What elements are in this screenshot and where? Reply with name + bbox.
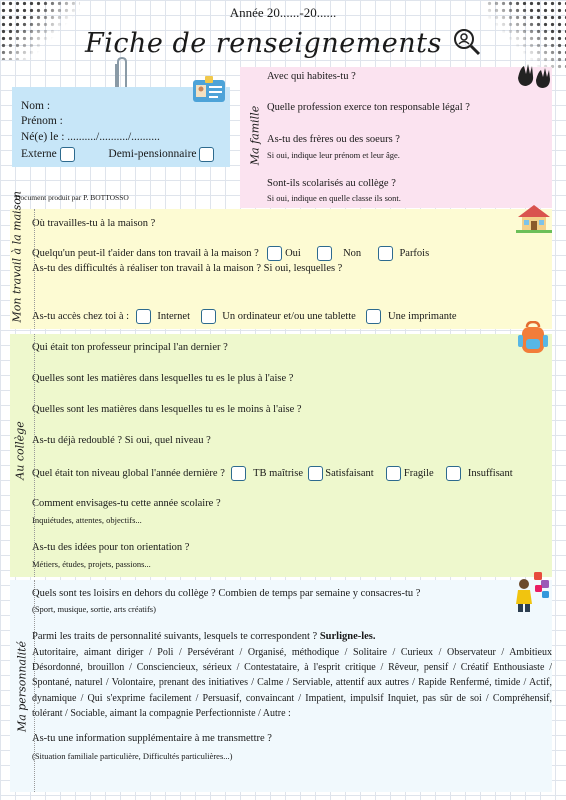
aide-non-label: Non xyxy=(343,247,362,259)
perso-n1: (Sport, musique, sortie, arts créatifs) xyxy=(32,604,156,614)
nom-field[interactable]: Nom : xyxy=(21,100,51,112)
school-year: Année 20......-20...... xyxy=(229,5,337,20)
house-icon xyxy=(516,203,552,233)
traits-list: Autoritaire, aimant diriger / Poli / Persévérant / Organisé, méthodique / Solitaire / Curieux / Observateur / Ambitieux Désordonné, brouillon / Consciencieux, sérieux / Contestataire, à l'esprit critique / Rêveur, pensif / Créatif Enthousiaste / Spontané, naturel / Volontaire, prenant des initiatives / Calme / Serviable, attentif aux autres / Rapide Renfermé, timide / Actif, dynamique / Qui s'exprime facilement / Persuasif, convaincant / Impatient, impulsif Inquiet, pas sûr de soi / Compréhensif, tolérant / Sociable, aimant la compagnie Perfectionniste / Autre : xyxy=(32,647,552,719)
externe-label: Externe xyxy=(21,148,57,161)
birthdate-field[interactable]: Né(e) le : ........../........../.......... xyxy=(21,131,160,143)
maison-q4: As-tu accès chez toi à : xyxy=(32,310,130,322)
perso-q2: Parmi les traits de personnalité suivants, lesquels te correspondent ? xyxy=(32,631,318,642)
niveau-fragile-label: Fragile xyxy=(403,467,434,479)
acces-ordinateur-label: Un ordinateur et/ou une tablette xyxy=(222,310,356,322)
maison-q3: As-tu des difficultés à réaliser ton travail à la maison ? Si oui, lesquelles ? xyxy=(32,263,343,274)
perso-q2-instruction: Surligne-les. xyxy=(319,631,376,642)
magnifier-icon xyxy=(451,26,481,56)
section-maison-label: Mon travail à la maison xyxy=(10,191,24,323)
section-personnalite xyxy=(10,580,552,792)
famille-q2: Quelle profession exerce ton responsable légal ? xyxy=(267,102,470,113)
aide-oui-label: Oui xyxy=(285,247,301,259)
college-q2: Quelles sont les matières dans lesquelles tu es le plus à l'aise ? xyxy=(32,373,294,384)
section-college xyxy=(10,334,552,577)
hands-icon xyxy=(514,60,554,90)
section-famille xyxy=(240,67,552,208)
niveau-insuffisant-label: Insuffisant xyxy=(467,467,513,479)
college-q5-row xyxy=(32,466,513,481)
perso-n3: (Situation familiale particulière, Difficultés particulières...) xyxy=(32,751,233,761)
college-q7: As-tu des idées pour ton orientation ? xyxy=(32,542,190,553)
perso-q2-row xyxy=(32,631,376,642)
aide-parfois-label: Parfois xyxy=(399,247,430,259)
puzzle-person-icon xyxy=(510,570,550,614)
demi-label: Demi-pensionnaire xyxy=(108,148,197,161)
regime-options xyxy=(21,147,214,162)
acces-ordinateur-checkbox[interactable] xyxy=(201,309,216,324)
niveau-satisfaisant-checkbox[interactable] xyxy=(308,466,323,481)
college-q1: Qui était ton professeur principal l'an dernier ? xyxy=(32,342,228,353)
maison-q2: Quelqu'un peut-il t'aider dans ton travail à la maison ? xyxy=(32,247,259,259)
externe-checkbox[interactable] xyxy=(60,147,75,162)
maison-q1: Où travailles-tu à la maison ? xyxy=(32,218,156,229)
niveau-insuffisant-checkbox[interactable] xyxy=(446,466,461,481)
page-title xyxy=(0,26,566,59)
famille-q1: Avec qui habites-tu ? xyxy=(267,71,356,82)
perso-q3: As-tu une information supplémentaire à me transmettre ? xyxy=(32,733,272,744)
college-q5: Quel était ton niveau global l'année dernière ? xyxy=(32,467,225,479)
id-badge-icon xyxy=(192,75,226,103)
section-college-label: Au collège xyxy=(13,421,27,480)
niveau-satisfaisant-label: Satisfaisant xyxy=(325,467,374,479)
document-credit: Document produit par P. BOTTOSSO xyxy=(15,193,129,202)
acces-internet-checkbox[interactable] xyxy=(136,309,151,324)
college-q3: Quelles sont les matières dans lesquelles tu es le moins à l'aise ? xyxy=(32,404,302,415)
college-n6: Inquiétudes, attentes, objectifs... xyxy=(32,515,142,525)
maison-q2-row xyxy=(32,246,429,261)
famille-n3: Si oui, indique leur prénom et leur âge. xyxy=(267,150,400,160)
famille-n4: Si oui, indique en quelle classe ils sont. xyxy=(267,193,401,203)
college-q6: Comment envisages-tu cette année scolaire ? xyxy=(32,498,221,509)
section-personnalite-label: Ma personnalité xyxy=(15,640,29,733)
acces-imprimante-checkbox[interactable] xyxy=(366,309,381,324)
page-title-text: Fiche de renseignements xyxy=(85,28,442,59)
acces-imprimante-label: Une imprimante xyxy=(388,310,457,322)
college-n7: Métiers, études, projets, passions... xyxy=(32,559,151,569)
acces-internet-label: Internet xyxy=(157,310,190,322)
demi-checkbox[interactable] xyxy=(199,147,214,162)
maison-q4-row xyxy=(32,309,457,324)
aide-oui-checkbox[interactable] xyxy=(267,246,282,261)
backpack-icon xyxy=(516,321,550,355)
niveau-fragile-checkbox[interactable] xyxy=(386,466,401,481)
niveau-tb-label: TB maîtrise xyxy=(253,467,303,479)
famille-q4: Sont-ils scolarisés au collège ? xyxy=(267,178,396,189)
aide-non-checkbox[interactable] xyxy=(317,246,332,261)
famille-q3: As-tu des frères ou des soeurs ? xyxy=(267,134,400,145)
niveau-tb-checkbox[interactable] xyxy=(231,466,246,481)
aide-parfois-checkbox[interactable] xyxy=(378,246,393,261)
section-famille-label: Ma famille xyxy=(248,105,262,166)
perso-q1: Quels sont tes loisirs en dehors du collège ? Combien de temps par semaine y consacres-tu ? xyxy=(32,588,421,599)
prenom-field[interactable]: Prénom : xyxy=(21,115,63,127)
college-q4: As-tu déjà redoublé ? Si oui, quel niveau ? xyxy=(32,435,211,446)
